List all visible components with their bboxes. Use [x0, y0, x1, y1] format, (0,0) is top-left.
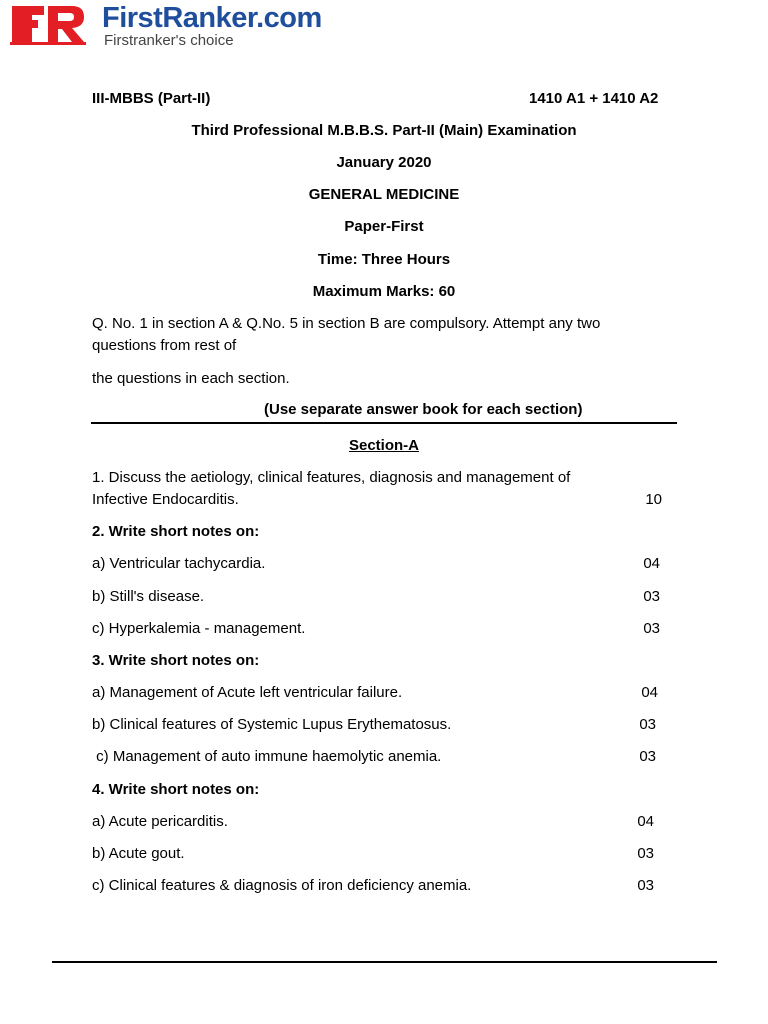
max-marks: Maximum Marks: 60	[312, 283, 456, 300]
q2-heading: 2. Write short notes on:	[92, 523, 260, 540]
q4-item-b-marks: 03	[637, 845, 654, 862]
q3-item-c: c) Management of auto immune haemolytic anemia.	[92, 748, 442, 765]
q3-item-c-marks: 03	[639, 748, 656, 765]
q2-item-b-marks: 03	[643, 588, 660, 605]
q4-item-c-marks: 03	[637, 877, 654, 894]
q2-item-a: a) Ventricular tachycardia.	[92, 555, 266, 572]
brand-name: FirstRanker.com	[102, 2, 322, 34]
course-label: III-MBBS (Part-II)	[92, 90, 211, 107]
q1-marks: 10	[645, 491, 662, 508]
exam-title: Third Professional M.B.B.S. Part-II (Main) Examination	[191, 122, 577, 139]
q1-line-2: Infective Endocarditis.	[92, 491, 239, 508]
time-label: Time: Three Hours	[317, 251, 451, 268]
paper-code: 1410 A1 + 1410 A2	[529, 90, 659, 107]
section-title: Section-A	[348, 437, 419, 454]
q3-item-a: a) Management of Acute left ventricular failure.	[92, 684, 403, 701]
q3-item-b-marks: 03	[639, 716, 656, 733]
q3-item-a-marks: 04	[641, 684, 658, 701]
q4-item-b: b) Acute gout.	[92, 845, 185, 862]
q2-item-c: c) Hyperkalemia - management.	[92, 620, 306, 637]
instruction-line-1: Q. No. 1 in section A & Q.No. 5 in section B are compulsory. Attempt any two	[92, 315, 601, 332]
instruction-line-3: the questions in each section.	[92, 370, 290, 387]
subject-title: GENERAL MEDICINE	[308, 186, 460, 203]
section-divider	[91, 422, 677, 424]
q2-item-c-marks: 03	[643, 620, 660, 637]
answer-book-note: (Use separate answer book for each section)	[264, 401, 583, 418]
q3-item-b: b) Clinical features of Systemic Lupus Erythematosus.	[92, 716, 452, 733]
q4-item-a: a) Acute pericarditis.	[92, 813, 228, 830]
instruction-line-2: questions from rest of	[92, 337, 237, 354]
brand-tagline: Firstranker's choice	[104, 32, 234, 49]
footer-divider	[52, 961, 717, 963]
exam-date: January 2020	[336, 154, 432, 171]
q1-line-1: 1. Discuss the aetiology, clinical features, diagnosis and management of	[92, 469, 571, 486]
q2-item-b: b) Still's disease.	[92, 588, 205, 605]
q4-item-c: c) Clinical features & diagnosis of iron deficiency anemia.	[92, 877, 472, 894]
fr-logo-icon	[10, 2, 86, 46]
q3-heading: 3. Write short notes on:	[92, 652, 260, 669]
q4-item-a-marks: 04	[637, 813, 654, 830]
paper-label: Paper-First	[344, 218, 424, 235]
q2-item-a-marks: 04	[643, 555, 660, 572]
q4-heading: 4. Write short notes on:	[92, 781, 260, 798]
